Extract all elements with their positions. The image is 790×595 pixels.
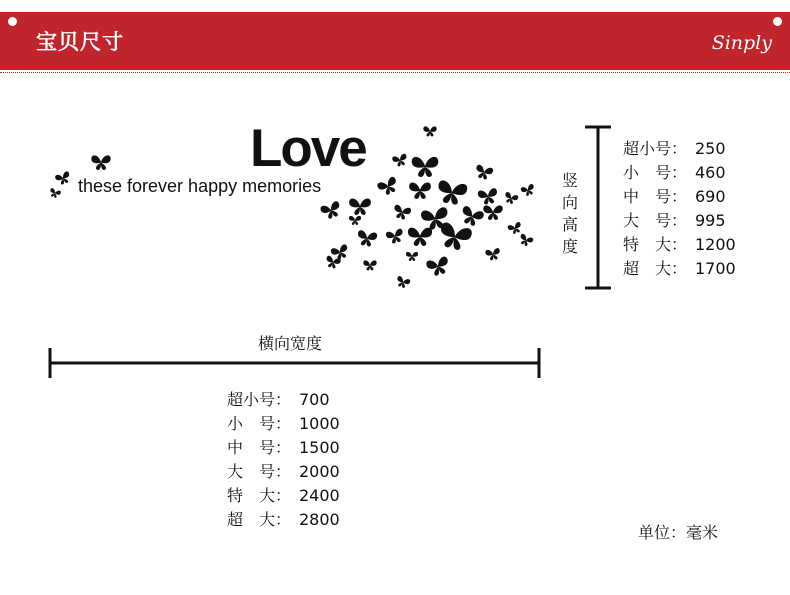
list-item: 小 号： 460 [623, 163, 726, 182]
list-item: 大 号： 2000 [227, 462, 340, 481]
vertical-dimension-bracket [580, 124, 620, 292]
butterfly-icon [436, 180, 468, 207]
brand-logo: Sinply [711, 32, 772, 54]
list-item: 中 号： 1500 [227, 438, 340, 457]
list-item: 超小号： 250 [623, 139, 726, 158]
butterfly-icon [330, 244, 350, 262]
butterfly-icon [483, 205, 502, 220]
horizontal-dimension-bracket [47, 346, 543, 380]
artwork-tagline: these forever happy memories [78, 176, 322, 196]
butterfly-icon [392, 153, 409, 167]
butterfly-icon [376, 176, 400, 197]
list-item: 小 号： 1000 [227, 414, 340, 433]
butterfly-icon [385, 228, 405, 245]
butterfly-icon [48, 188, 61, 199]
butterfly-icon [320, 200, 343, 220]
vertical-size-list [623, 137, 736, 281]
butterfly-icon [408, 228, 432, 246]
butterfly-icon [349, 216, 361, 225]
list-item: 大 号： 995 [623, 211, 726, 230]
butterfly-icon [412, 157, 439, 177]
butterfly-icon [477, 188, 499, 206]
butterfly-icon [392, 204, 412, 221]
unit-label: 单位：毫米 [638, 523, 719, 542]
list-item: 超 大： 2800 [227, 510, 340, 529]
butterfly-icon [356, 230, 378, 248]
banner-title: 宝贝尺寸 [36, 30, 124, 54]
vertical-dimension-label: 竖向高度 [561, 171, 578, 256]
artwork-headline: Love [250, 119, 366, 178]
list-item: 超小号： 700 [227, 390, 330, 409]
butterfly-icon [91, 155, 110, 170]
butterfly-icon [507, 221, 523, 235]
horizontal-size-list [227, 388, 340, 532]
butterfly-icon [436, 221, 472, 252]
list-item: 超 大： 1700 [623, 259, 736, 278]
butterfly-icon [520, 183, 536, 197]
butterfly-icon [485, 248, 501, 261]
butterfly-icon [423, 126, 436, 136]
butterfly-icon [474, 164, 494, 181]
list-item: 特 大： 2400 [227, 486, 340, 505]
butterfly-icon [54, 171, 71, 186]
list-item: 中 号： 690 [623, 187, 726, 206]
horizontal-dimension-label: 横向宽度 [258, 334, 323, 353]
butterfly-icon [459, 205, 485, 228]
butterfly-icon [503, 191, 519, 205]
butterfly-icon [409, 183, 431, 200]
butterfly-icon [406, 252, 418, 261]
butterfly-icon [426, 256, 451, 278]
list-item: 特 大： 1200 [623, 235, 736, 254]
butterfly-icon [363, 260, 376, 270]
butterfly-icon [349, 199, 371, 216]
butterfly-icon [518, 233, 534, 248]
butterfly-icon [395, 275, 411, 289]
